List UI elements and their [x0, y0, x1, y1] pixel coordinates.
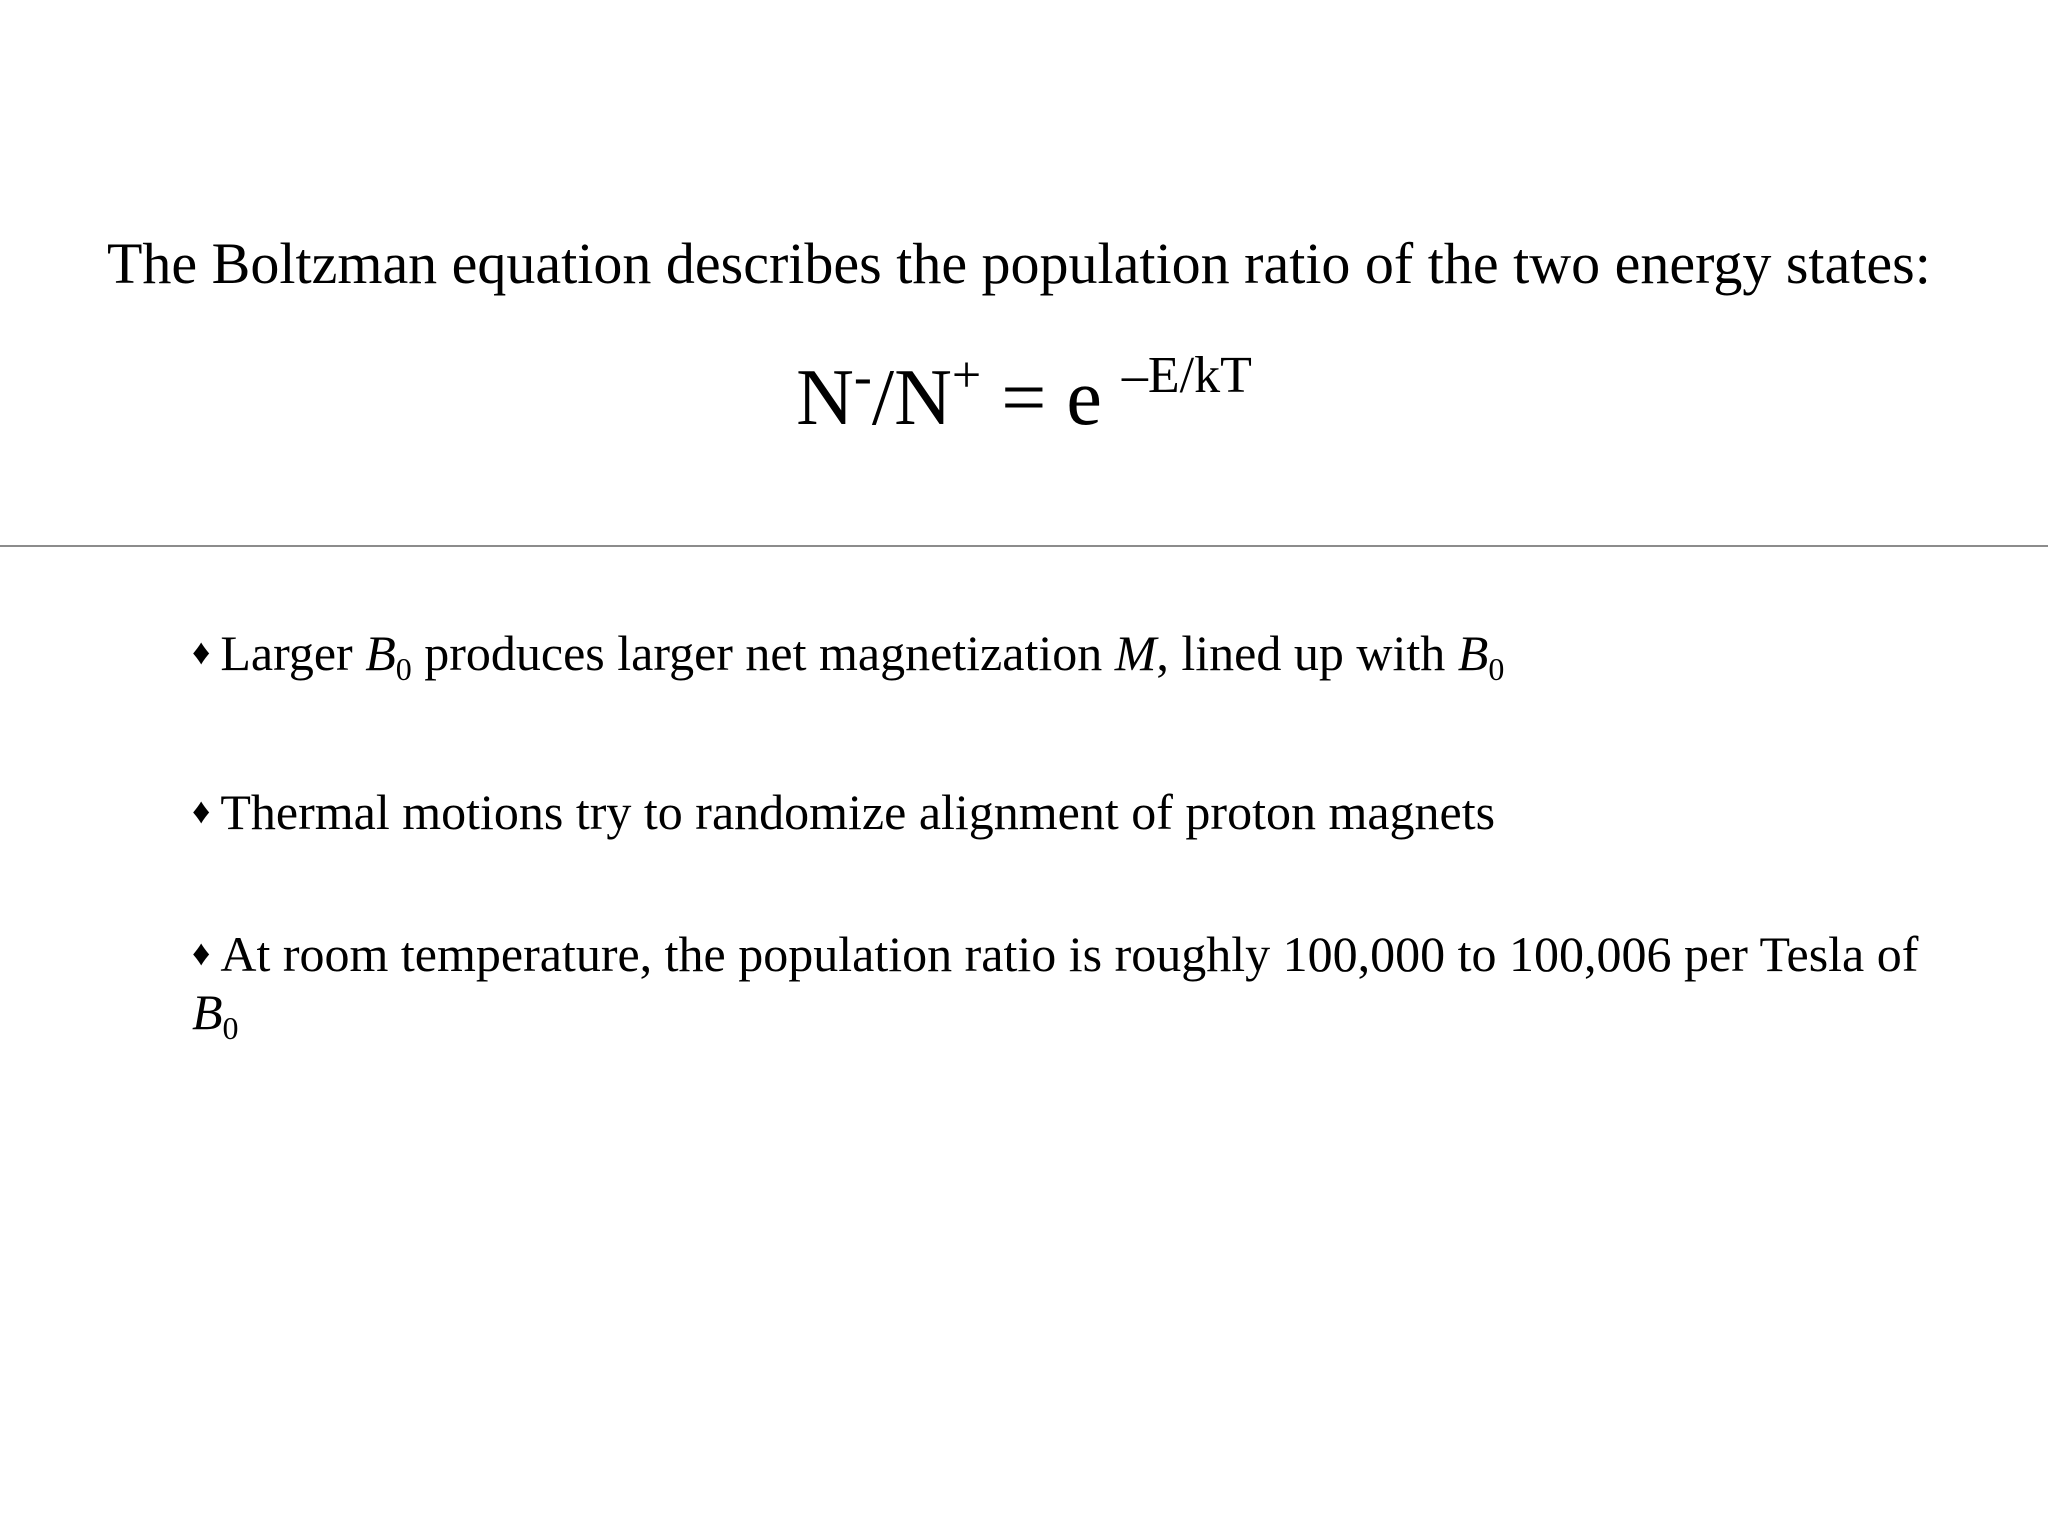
- bullet-item-thermal-motions: [192, 782, 1495, 841]
- diamond-bullet-icon: ♦: [192, 933, 211, 973]
- bullet-text: Thermal motions try to randomize alignment of proton magnets: [220, 784, 1496, 840]
- var-m: M: [1114, 625, 1157, 681]
- diamond-bullet-icon: ♦: [192, 791, 211, 831]
- var-b: B: [1457, 625, 1489, 681]
- intro-text: The Boltzman equation describes the population ratio of the two energy states:: [107, 231, 1931, 296]
- subscript-zero: 0: [222, 1010, 239, 1046]
- bullet-text: produces larger net magnetization: [424, 625, 1103, 681]
- boltzmann-equation: [0, 348, 2048, 458]
- subscript-zero: 0: [1488, 651, 1505, 687]
- bullet-text: Larger: [220, 625, 353, 681]
- eq-n-minus: N: [796, 354, 854, 442]
- eq-equals-e: = e: [1001, 354, 1102, 442]
- bullet-text: , lined up with: [1156, 625, 1446, 681]
- eq-plus-superscript: +: [951, 347, 982, 404]
- horizontal-divider: [0, 545, 2048, 547]
- var-b: B: [192, 984, 223, 1040]
- eq-minus-superscript: -: [853, 346, 872, 406]
- eq-n-plus: N: [894, 354, 952, 442]
- diamond-bullet-icon: ♦: [192, 632, 211, 672]
- var-b: B: [365, 625, 396, 681]
- eq-exponent: –E/kT: [1121, 347, 1252, 404]
- bullet-item-room-temperature: [192, 924, 1952, 1046]
- eq-slash: /: [871, 354, 895, 442]
- subscript-zero: 0: [395, 651, 412, 687]
- bullet-text: At room temperature, the population ratio is roughly 100,000 to 100,006 per Tesla of: [220, 926, 1919, 982]
- bullet-item-larger-b0: [192, 623, 1505, 687]
